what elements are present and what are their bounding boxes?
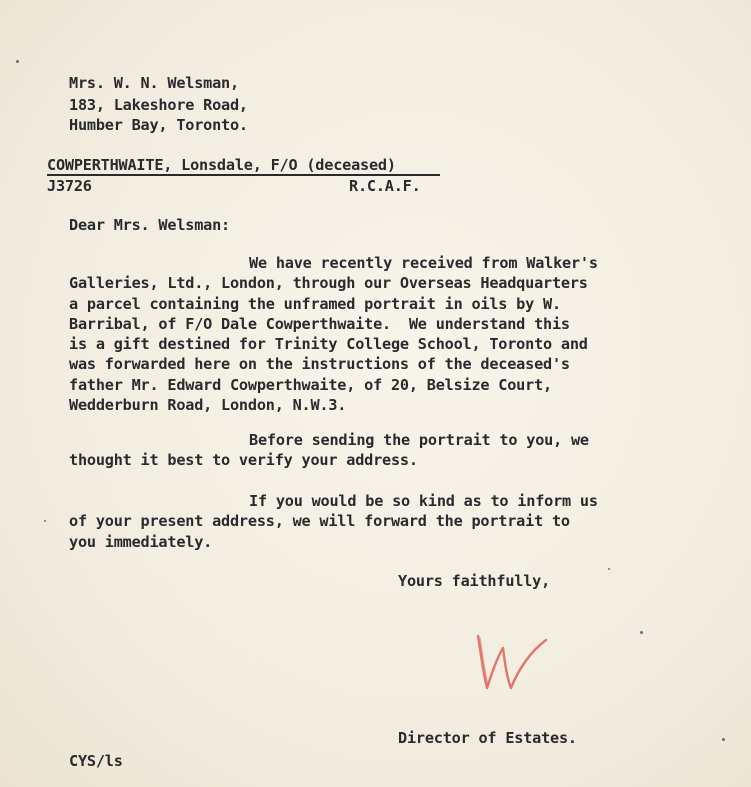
body-line: of your present address, we will forward the portrait to xyxy=(69,512,570,531)
body-paragraph-2 xyxy=(69,430,709,471)
body-line: Wedderburn Road, London, N.W.3. xyxy=(69,396,347,415)
recipient-city-line: Humber Bay, Toronto. xyxy=(69,116,248,134)
body-line: Galleries, Ltd., London, through our Overseas Headquarters xyxy=(69,274,588,293)
closing: Yours faithfully, xyxy=(398,572,551,590)
signatory-title: Director of Estates. xyxy=(398,729,577,747)
body-line: We have recently received from Walker's xyxy=(249,254,598,272)
body-paragraph-1 xyxy=(69,253,709,415)
body-paragraph-3 xyxy=(69,491,709,552)
recipient-street-line: 183, Lakeshore Road, xyxy=(69,96,248,114)
body-line: you immediately. xyxy=(69,532,213,551)
paper-speck xyxy=(608,568,610,570)
body-line: is a gift destined for Trinity College School, Toronto and xyxy=(69,335,588,354)
paper-speck xyxy=(640,631,643,634)
body-line: Barribal, of F/O Dale Cowperthwaite. We understand this xyxy=(69,314,570,333)
salutation: Dear Mrs. Welsman: xyxy=(69,216,230,234)
reference-subject: COWPERTHWAITE, Lonsdale, F/O (deceased) xyxy=(47,156,396,174)
body-line: was forwarded here on the instructions of the deceased's xyxy=(69,355,570,374)
reference-service-branch: R.C.A.F. xyxy=(349,177,421,195)
reference-initials: CYS/ls xyxy=(69,752,123,770)
body-line: thought it best to verify your address. xyxy=(69,451,418,470)
paper-speck xyxy=(722,738,725,741)
paper-speck xyxy=(44,520,46,522)
paper-speck xyxy=(16,60,19,63)
body-line: If you would be so kind as to inform us xyxy=(249,492,598,510)
handwritten-signature xyxy=(474,630,550,694)
body-line: a parcel containing the unframed portrait in oils by W. xyxy=(69,294,561,313)
body-line: Before sending the portrait to you, we xyxy=(249,431,589,449)
body-line: father Mr. Edward Cowperthwaite, of 20, Belsize Court, xyxy=(69,375,552,394)
recipient-name-line: Mrs. W. N. Welsman, xyxy=(69,74,239,92)
reference-service-number: J3726 xyxy=(47,177,92,195)
